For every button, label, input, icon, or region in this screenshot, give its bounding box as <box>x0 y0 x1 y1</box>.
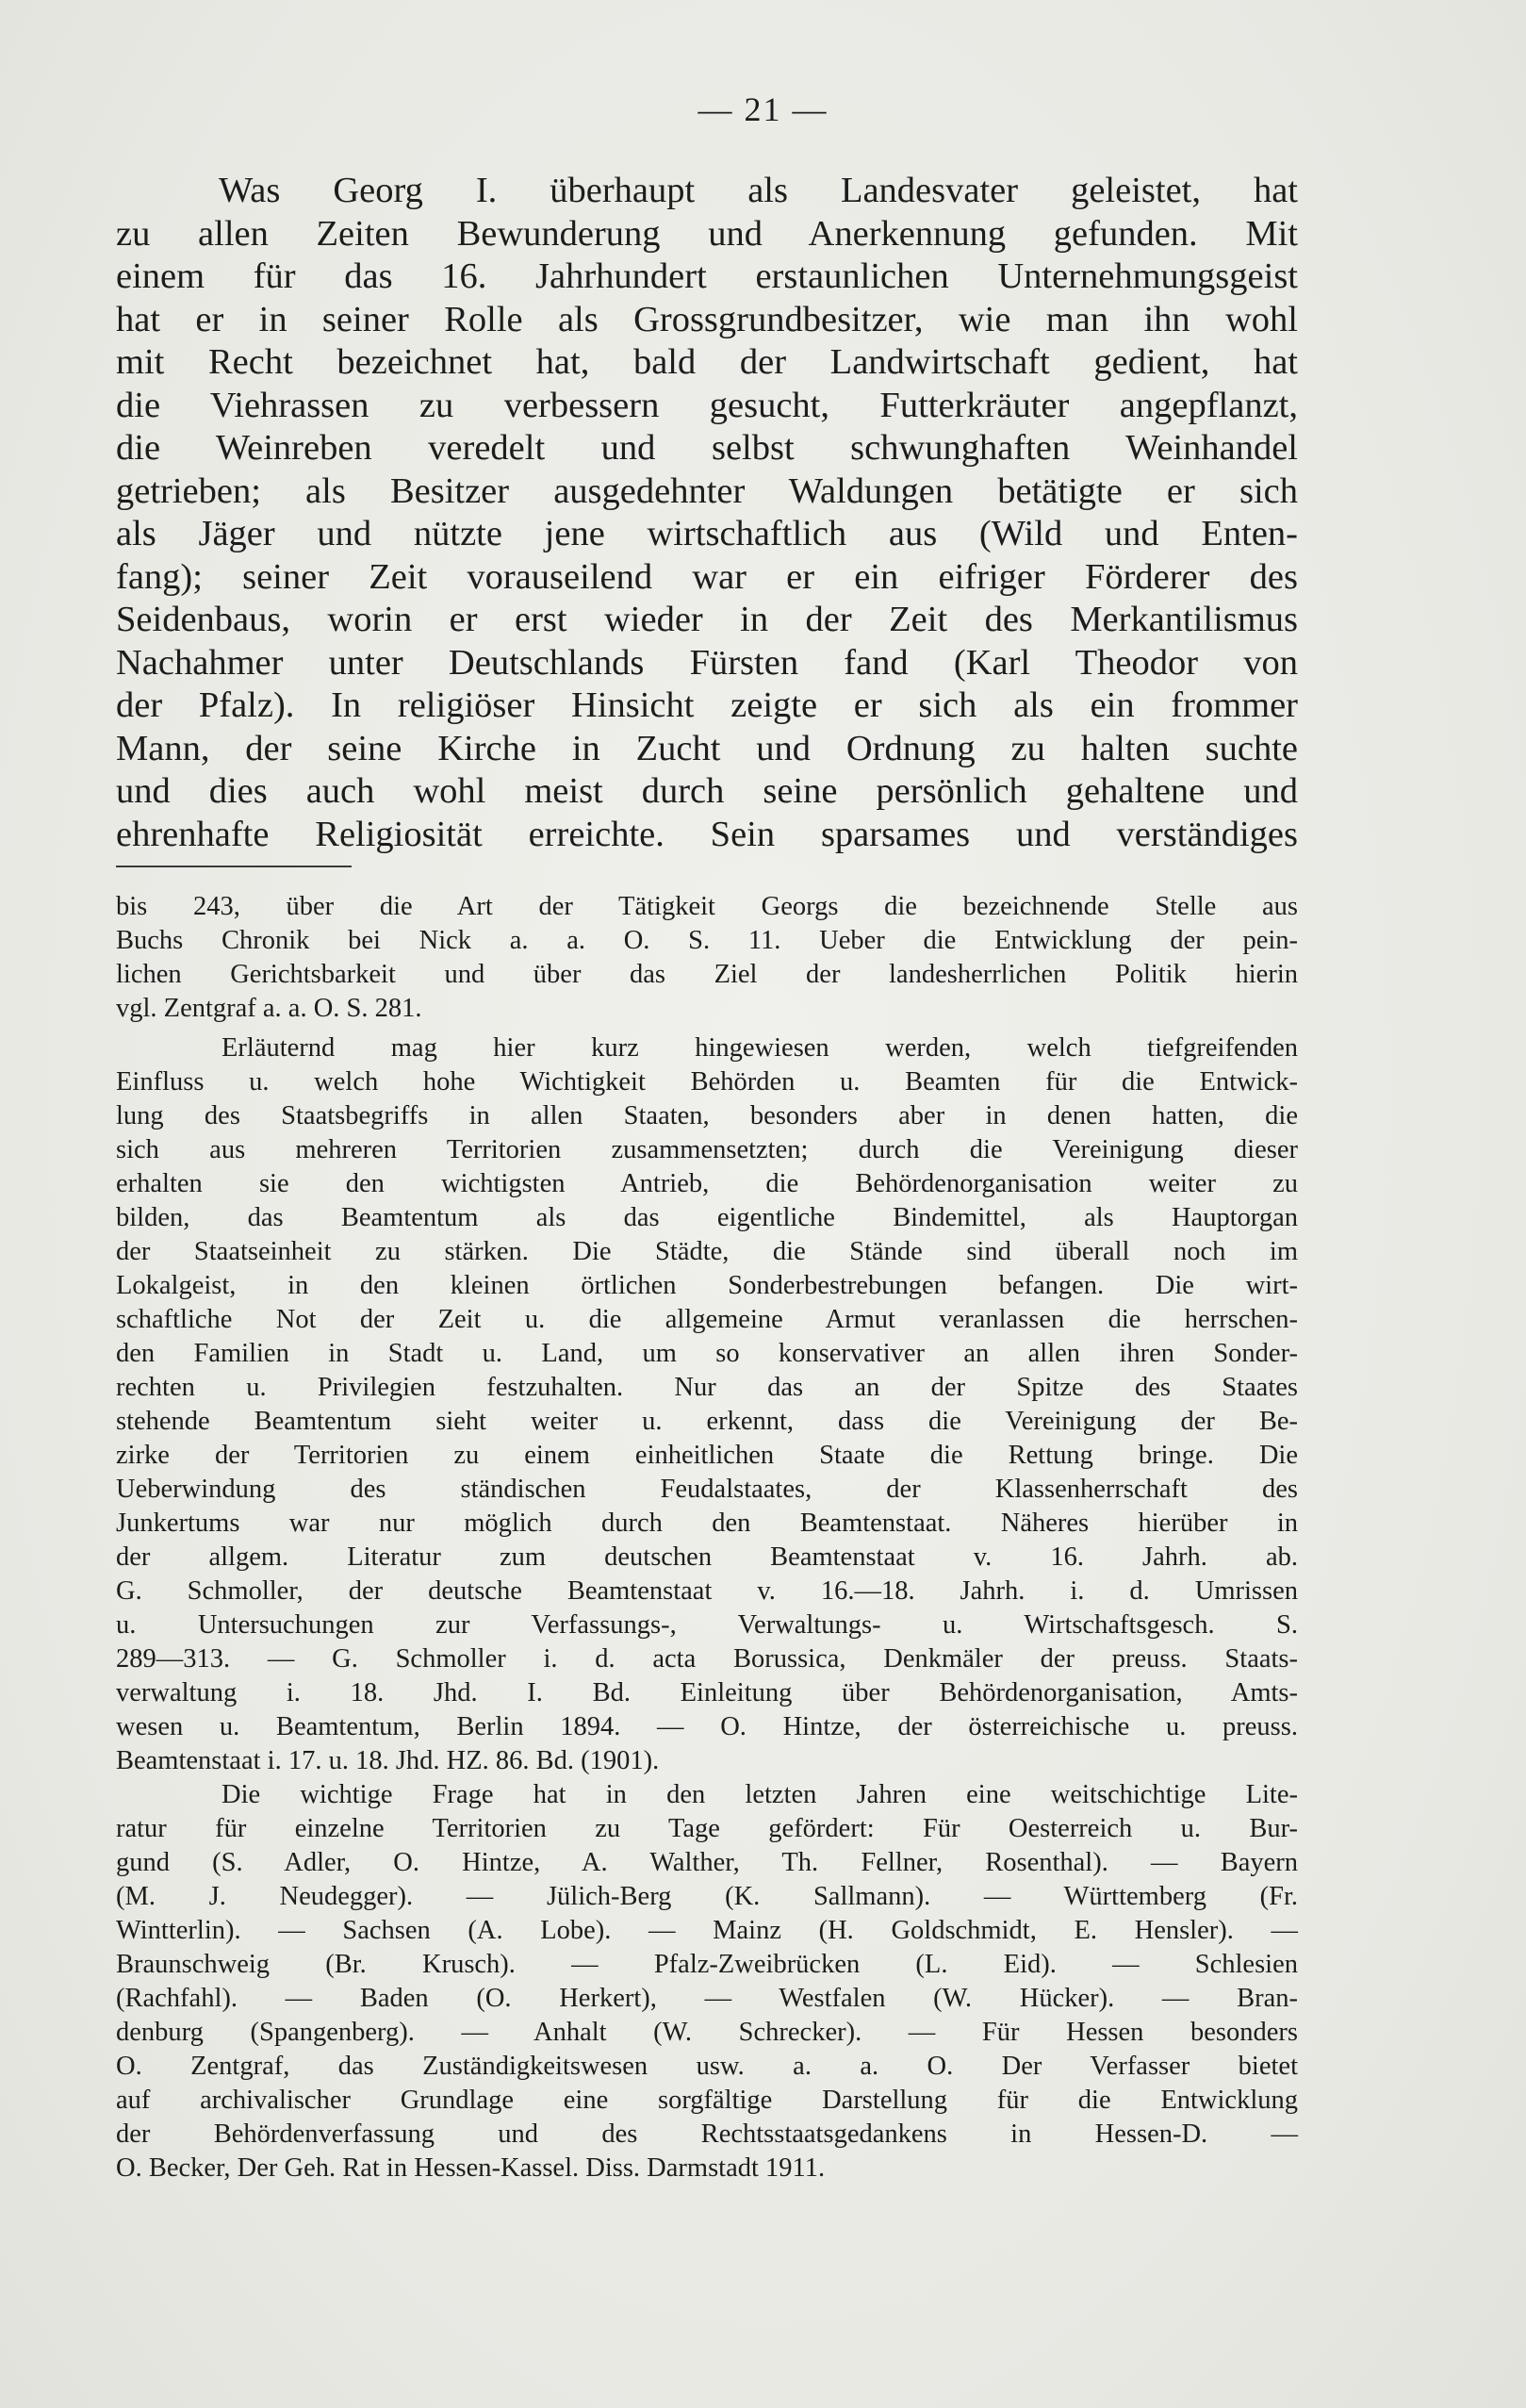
main-text-line: einem für das 16. Jahrhundert erstaunlichen Unternehmungsgeist <box>116 256 1298 296</box>
footnote-line: (M. J. Neudegger). — Jülich-Berg (K. Sallmann). — Württemberg (Fr. <box>116 1882 1298 1911</box>
footnote-line: O. Zentgraf, das Zuständigkeitswesen usw. a. a. O. Der Verfasser bietet <box>116 2052 1298 2081</box>
footnote-line: rechten u. Privilegien festzuhalten. Nur das an der Spitze des Staates <box>116 1373 1298 1402</box>
main-text-line: mit Recht bezeichnet hat, bald der Landwirtschaft gedient, hat <box>116 342 1298 382</box>
footnote-line: denburg (Spangenberg). — Anhalt (W. Schrecker). — Für Hessen besonders <box>116 2018 1298 2047</box>
footnote-line: lung des Staatsbegriffs in allen Staaten, besonders aber in denen hatten, die <box>116 1101 1298 1130</box>
footnote-line: Erläuternd mag hier kurz hingewiesen werden, welch tiefgreifenden <box>222 1033 1298 1063</box>
footnote-line: wesen u. Beamtentum, Berlin 1894. — O. Hintze, der österreichische u. preuss. <box>116 1712 1298 1741</box>
footnote-line: bilden, das Beamtentum als das eigentliche Bindemittel, als Hauptorgan <box>116 1203 1298 1232</box>
footnote-line: der allgem. Literatur zum deutschen Beamtenstaat v. 16. Jahrh. ab. <box>116 1542 1298 1572</box>
footnote-line: der Behördenverfassung und des Rechtsstaatsgedankens in Hessen-D. — <box>116 2119 1298 2149</box>
footnote-line: vgl. Zentgraf a. a. O. S. 281. <box>116 994 422 1023</box>
footnote-line: schaftliche Not der Zeit u. die allgemeine Armut veranlassen die herrschen- <box>116 1305 1298 1334</box>
footnote-line: Einfluss u. welch hohe Wichtigkeit Behörden u. Beamten für die Entwick- <box>116 1067 1298 1097</box>
footnote-line: der Staatseinheit zu stärken. Die Städte, die Stände sind überall noch im <box>116 1237 1298 1266</box>
footnote-line: gund (S. Adler, O. Hintze, A. Walther, Th. Fellner, Rosenthal). — Bayern <box>116 1848 1298 1877</box>
footnote-line: Beamtenstaat i. 17. u. 18. Jhd. HZ. 86. Bd. (1901). <box>116 1746 660 1775</box>
main-text-line: Nachahmer unter Deutschlands Fürsten fand (Karl Theodor von <box>116 642 1298 683</box>
main-text-line: und dies auch wohl meist durch seine persönlich gehaltene und <box>116 771 1298 811</box>
footnote-line: Ueberwindung des ständischen Feudalstaates, der Klassenherrschaft des <box>116 1475 1298 1504</box>
footnote-line: (Rachfahl). — Baden (O. Herkert), — Westfalen (W. Hücker). — Bran- <box>116 1984 1298 2013</box>
footnote-line: Junkertums war nur möglich durch den Beamtenstaat. Näheres hierüber in <box>116 1509 1298 1538</box>
footnote-line: Lokalgeist, in den kleinen örtlichen Sonderbestrebungen befangen. Die wirt- <box>116 1271 1298 1300</box>
footnote-line: bis 243, über die Art der Tätigkeit Georgs die bezeichnende Stelle aus <box>116 892 1298 921</box>
footnote-line: stehende Beamtentum sieht weiter u. erkennt, dass die Vereinigung der Be- <box>116 1407 1298 1436</box>
footnote-line: Wintterlin). — Sachsen (A. Lobe). — Mainz (H. Goldschmidt, E. Hensler). — <box>116 1916 1298 1945</box>
footnote-line: Buchs Chronik bei Nick a. a. O. S. 11. Ueber die Entwicklung der pein- <box>116 926 1298 955</box>
footnote-line: ratur für einzelne Territorien zu Tage gefördert: Für Oesterreich u. Bur- <box>116 1814 1298 1843</box>
footnote-line: sich aus mehreren Territorien zusammensetzten; durch die Vereinigung dieser <box>116 1135 1298 1164</box>
footnote-line: verwaltung i. 18. Jhd. I. Bd. Einleitung über Behördenorganisation, Amts- <box>116 1678 1298 1707</box>
main-text-line: ehrenhafte Religiosität erreichte. Sein sparsames und verständiges <box>116 814 1298 854</box>
footnote-line: den Familien in Stadt u. Land, um so konservativer an allen ihren Sonder- <box>116 1339 1298 1368</box>
main-text-line: der Pfalz). In religiöser Hinsicht zeigte er sich als ein frommer <box>116 685 1298 725</box>
footnote-separator <box>116 866 352 867</box>
main-text-line: als Jäger und nützte jene wirtschaftlich aus (Wild und Enten- <box>116 514 1298 553</box>
footnote-line: Die wichtige Frage hat in den letzten Jahren eine weitschichtige Lite- <box>222 1780 1298 1809</box>
main-text-line: die Viehrassen zu verbessern gesucht, Futterkräuter angepflanzt, <box>116 385 1298 425</box>
footnote-line: lichen Gerichtsbarkeit und über das Ziel der landesherrlichen Politik hierin <box>116 960 1298 989</box>
footnote-line: erhalten sie den wichtigsten Antrieb, die Behördenorganisation weiter zu <box>116 1169 1298 1198</box>
main-text-line: Was Georg I. überhaupt als Landesvater geleistet, hat <box>219 171 1298 210</box>
main-text-line: Mann, der seine Kirche in Zucht und Ordnung zu halten suchte <box>116 728 1298 768</box>
footnote-line: G. Schmoller, der deutsche Beamtenstaat v. 16.—18. Jahrh. i. d. Umrissen <box>116 1576 1298 1606</box>
footnote-line: O. Becker, Der Geh. Rat in Hessen-Kassel. Diss. Darmstadt 1911. <box>116 2153 826 2183</box>
main-text-line: fang); seiner Zeit vorauseilend war er ein eifriger Förderer des <box>116 556 1298 597</box>
footnote-line: 289—313. — G. Schmoller i. d. acta Borussica, Denkmäler der preuss. Staats- <box>116 1644 1298 1674</box>
main-text-line: die Weinreben veredelt und selbst schwunghaften Weinhandel <box>116 428 1298 468</box>
main-text-line: Seidenbaus, worin er erst wieder in der Zeit des Merkantilismus <box>116 600 1298 639</box>
main-text-line: hat er in seiner Rolle als Grossgrundbesitzer, wie man ihn wohl <box>116 299 1298 339</box>
footnote-line: Braunschweig (Br. Krusch). — Pfalz-Zweibrücken (L. Eid). — Schlesien <box>116 1950 1298 1979</box>
footnote-line: u. Untersuchungen zur Verfassungs-, Verwaltungs- u. Wirtschaftsgesch. S. <box>116 1610 1298 1640</box>
footnote-line: zirke der Territorien zu einem einheitlichen Staate die Rettung bringe. Die <box>116 1441 1298 1470</box>
page-number: — 21 — <box>697 91 829 128</box>
footnote-line: auf archivalischer Grundlage eine sorgfältige Darstellung für die Entwicklung <box>116 2086 1298 2115</box>
main-text-line: zu allen Zeiten Bewunderung und Anerkennung gefunden. Mit <box>116 213 1298 254</box>
main-text-line: getrieben; als Besitzer ausgedehnter Waldungen betätigte er sich <box>116 470 1298 511</box>
